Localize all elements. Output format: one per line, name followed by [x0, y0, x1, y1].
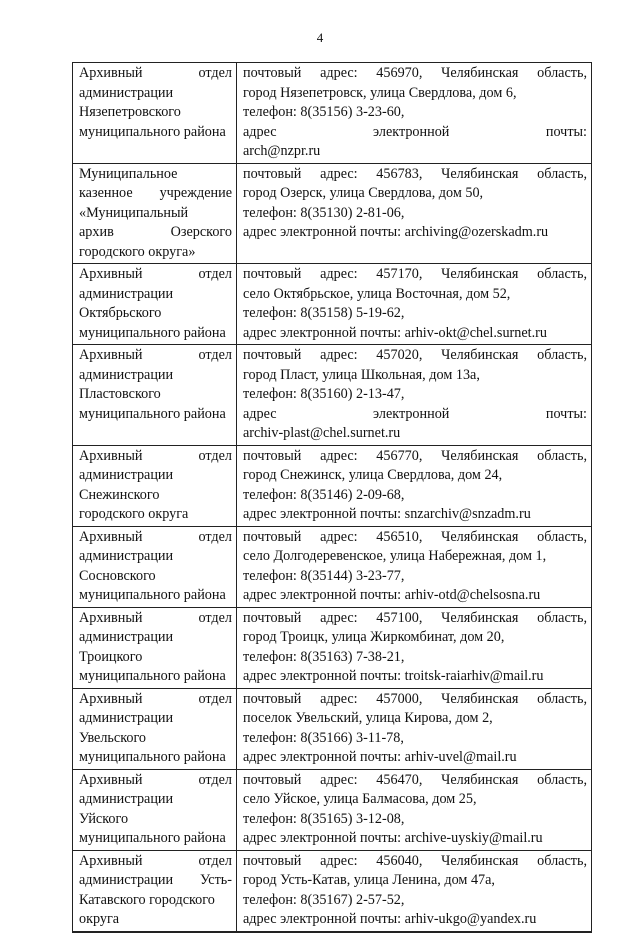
organization-word: администрации — [79, 285, 174, 302]
contact-text: адрес: — [320, 852, 358, 869]
organization-line — [79, 790, 232, 810]
contact-line — [243, 810, 587, 830]
contact-text: адрес электронной почты: arhiv-okt@chel.surnet.ru — [243, 324, 547, 341]
organization-line — [79, 609, 232, 629]
organization-word: Троицкого — [79, 648, 143, 665]
organization-word: Архивный — [79, 690, 143, 707]
contact-line — [243, 265, 587, 285]
table-row — [73, 526, 591, 607]
organization-line — [79, 447, 232, 467]
organization-word: отдел — [198, 347, 232, 363]
contact-cell — [237, 264, 591, 344]
table-row — [73, 63, 591, 163]
organization-word: Архивный — [79, 852, 143, 869]
contact-text: телефон: 8(35160) 2-13-47, — [243, 386, 405, 402]
organization-line — [79, 528, 232, 548]
organization-word: Пластовского — [79, 386, 161, 402]
contact-text: адрес: — [320, 609, 358, 626]
organization-word: администрации — [79, 710, 174, 726]
contact-text: телефон: 8(35163) 7-38-21, — [243, 648, 405, 665]
contact-text: почтовый — [243, 165, 302, 182]
contact-line — [243, 748, 587, 768]
organization-word: Озерского — [170, 224, 232, 240]
organization-cell — [73, 264, 237, 344]
organization-word: муниципального района — [79, 587, 226, 603]
organization-cell — [73, 527, 237, 607]
organization-cell — [73, 689, 237, 769]
contact-text: адрес: — [320, 165, 358, 182]
contact-text: адрес — [243, 405, 277, 422]
archive-directory-table — [72, 62, 592, 933]
organization-word: Архивный — [79, 347, 143, 363]
organization-word: Увельского — [79, 729, 147, 746]
organization-word: «Муниципальный — [79, 204, 189, 221]
contact-text: почтовый — [243, 690, 302, 707]
contact-text: 457100, — [376, 609, 423, 626]
contact-text: телефон: 8(35156) 3-23-60, — [243, 104, 405, 120]
contact-text: поселок Увельский, улица Кирова, дом 2, — [243, 710, 493, 726]
organization-word: администрации — [79, 629, 174, 645]
organization-line — [79, 586, 232, 606]
organization-word: казенное — [79, 185, 133, 201]
organization-line — [79, 667, 232, 687]
organization-word: Архивный — [79, 528, 143, 545]
contact-text: 457020, — [376, 347, 423, 363]
table-row — [73, 850, 591, 931]
contact-line — [243, 424, 587, 444]
organization-word: отдел — [198, 447, 232, 464]
organization-line — [79, 184, 232, 204]
organization-word: отдел — [198, 65, 232, 81]
organization-word: администрации — [79, 791, 174, 807]
organization-line — [79, 690, 232, 710]
contact-text: Челябинская — [441, 690, 519, 707]
contact-line — [243, 304, 587, 324]
contact-text: город Озерск, улица Свердлова, дом 50, — [243, 185, 484, 201]
contact-line — [243, 64, 587, 84]
contact-cell — [237, 608, 591, 688]
contact-line — [243, 466, 587, 486]
organization-line — [79, 84, 232, 104]
contact-line — [243, 324, 587, 344]
contact-text: область, — [537, 528, 587, 545]
contact-line — [243, 385, 587, 405]
organization-word: учреждение — [159, 185, 232, 201]
contact-line — [243, 567, 587, 587]
organization-word: муниципального района — [79, 123, 226, 140]
contact-line — [243, 366, 587, 386]
contact-text: 456970, — [376, 65, 423, 81]
organization-line — [79, 547, 232, 567]
organization-line — [79, 204, 232, 224]
contact-text: область, — [537, 65, 587, 81]
contact-line — [243, 586, 587, 606]
contact-line — [243, 486, 587, 506]
contact-text: телефон: 8(35146) 2-09-68, — [243, 486, 405, 503]
organization-word: Усть- — [199, 872, 232, 888]
contact-text: адрес: — [320, 266, 358, 282]
contact-line — [243, 771, 587, 791]
organization-line — [79, 628, 232, 648]
contact-line — [243, 223, 587, 243]
contact-text: телефон: 8(35130) 2-81-06, — [243, 204, 405, 221]
contact-text: Челябинская — [441, 266, 519, 282]
contact-text: адрес электронной почты: arhiv-ukgo@yandex.ru — [243, 911, 537, 927]
contact-line — [243, 405, 587, 425]
contact-text: область, — [537, 165, 587, 182]
contact-cell — [237, 345, 591, 445]
organization-line — [79, 648, 232, 668]
organization-line — [79, 304, 232, 324]
contact-text: 456040, — [376, 852, 423, 869]
organization-line — [79, 265, 232, 285]
contact-text: адрес электронной почты: snzarchiv@snzadm.ru — [243, 506, 531, 522]
organization-word: муниципального района — [79, 830, 226, 846]
organization-line — [79, 829, 232, 849]
organization-line — [79, 324, 232, 344]
contact-line — [243, 447, 587, 467]
organization-line — [79, 385, 232, 405]
organization-word: Архивный — [79, 447, 143, 464]
organization-cell — [73, 770, 237, 850]
contact-line — [243, 871, 587, 891]
table-row — [73, 607, 591, 688]
contact-text: село Уйское, улица Балмасова, дом 25, — [243, 791, 477, 807]
organization-word: городского округа» — [79, 243, 196, 260]
organization-word: Архивный — [79, 266, 143, 282]
contact-text: область, — [537, 347, 587, 363]
table-row — [73, 263, 591, 344]
contact-text: почтовый — [243, 609, 302, 626]
contact-text: почтовый — [243, 266, 302, 282]
contact-text: почты: — [545, 405, 587, 422]
contact-line — [243, 123, 587, 143]
organization-word: Октябрьского — [79, 305, 162, 321]
organization-word: округа — [79, 911, 120, 927]
organization-word: муниципального района — [79, 324, 226, 341]
contact-text: адрес электронной почты: archiving@ozerskadm.ru — [243, 224, 549, 240]
organization-word: Сосновского — [79, 567, 156, 584]
contact-text: область, — [537, 609, 587, 626]
contact-text: 457000, — [376, 690, 423, 707]
contact-line — [243, 346, 587, 366]
contact-text: arch@nzpr.ru — [243, 143, 321, 159]
organization-word: архив — [79, 224, 114, 240]
contact-text: город Пласт, улица Школьная, дом 13а, — [243, 366, 480, 383]
organization-word: городского округа — [79, 506, 189, 522]
contact-cell — [237, 527, 591, 607]
organization-line — [79, 709, 232, 729]
organization-cell — [73, 164, 237, 264]
contact-text: адрес: — [320, 528, 358, 545]
organization-line — [79, 64, 232, 84]
contact-line — [243, 547, 587, 567]
contact-text: адрес: — [320, 347, 358, 363]
contact-cell — [237, 770, 591, 850]
organization-line — [79, 891, 232, 911]
contact-text: адрес: — [320, 771, 358, 788]
contact-line — [243, 790, 587, 810]
organization-word: администрации — [79, 467, 174, 483]
contact-cell — [237, 851, 591, 931]
contact-text: Челябинская — [441, 65, 519, 81]
organization-line — [79, 405, 232, 425]
contact-line — [243, 910, 587, 930]
organization-word: Муниципальное — [79, 165, 178, 182]
contact-line — [243, 829, 587, 849]
contact-cell — [237, 63, 591, 163]
contact-cell — [237, 446, 591, 526]
contact-text: 456510, — [376, 528, 423, 545]
contact-text: почтовый — [243, 528, 302, 545]
contact-cell — [237, 164, 591, 264]
organization-word: отдел — [198, 771, 232, 788]
organization-word: отдел — [198, 609, 232, 626]
organization-word: администрации — [79, 366, 174, 383]
contact-text: адрес электронной почты: troitsk-raiarhiv@mail.ru — [243, 668, 544, 684]
organization-word: муниципального района — [79, 749, 226, 765]
contact-text: область, — [537, 771, 587, 788]
contact-text: почтовый — [243, 65, 302, 81]
contact-text: город Усть-Катав, улица Ленина, дом 47а, — [243, 872, 495, 888]
contact-line — [243, 667, 587, 687]
contact-line — [243, 505, 587, 525]
organization-line — [79, 123, 232, 143]
contact-text: 457170, — [376, 266, 423, 282]
contact-line — [243, 648, 587, 668]
contact-line — [243, 165, 587, 185]
contact-text: телефон: 8(35144) 3-23-77, — [243, 567, 405, 584]
organization-line — [79, 567, 232, 587]
organization-word: Архивный — [79, 65, 143, 81]
contact-line — [243, 84, 587, 104]
contact-line — [243, 142, 587, 162]
contact-text: Челябинская — [441, 609, 519, 626]
contact-text: адрес: — [320, 65, 358, 81]
contact-text: область, — [537, 266, 587, 282]
contact-cell — [237, 689, 591, 769]
organization-cell — [73, 345, 237, 445]
contact-text: почтовый — [243, 852, 302, 869]
contact-line — [243, 690, 587, 710]
contact-line — [243, 204, 587, 224]
organization-word: отдел — [198, 690, 232, 707]
organization-line — [79, 771, 232, 791]
organization-line — [79, 810, 232, 830]
table-row — [73, 344, 591, 445]
contact-text: область, — [537, 852, 587, 869]
contact-text: почтовый — [243, 447, 302, 464]
page-number: 4 — [316, 30, 324, 45]
contact-text: archiv-plast@chel.surnet.ru — [243, 425, 401, 441]
contact-text: город Снежинск, улица Свердлова, дом 24, — [243, 467, 503, 483]
contact-text: телефон: 8(35158) 5-19-62, — [243, 305, 405, 321]
organization-cell — [73, 851, 237, 931]
organization-line — [79, 748, 232, 768]
contact-text: адрес электронной почты: arhiv-otd@chelsosna.ru — [243, 587, 541, 603]
table-row — [73, 445, 591, 526]
contact-line — [243, 609, 587, 629]
contact-text: 456470, — [376, 771, 423, 788]
organization-line — [79, 366, 232, 386]
contact-line — [243, 852, 587, 872]
organization-line — [79, 243, 232, 263]
organization-word: отдел — [198, 266, 232, 282]
contact-text: адрес: — [320, 447, 358, 464]
organization-cell — [73, 608, 237, 688]
organization-word: администрации — [79, 872, 174, 888]
organization-word: отдел — [198, 852, 232, 869]
contact-text: село Октябрьское, улица Восточная, дом 52, — [243, 285, 511, 302]
organization-cell — [73, 63, 237, 163]
contact-line — [243, 729, 587, 749]
contact-text: адрес электронной почты: arhiv-uvel@mail.ru — [243, 749, 517, 765]
organization-word: Снежинского — [79, 486, 160, 503]
organization-line — [79, 165, 232, 185]
contact-text: город Нязепетровск, улица Свердлова, дом 6, — [243, 84, 517, 101]
organization-word: администрации — [79, 84, 174, 101]
organization-line — [79, 285, 232, 305]
contact-text: область, — [537, 690, 587, 707]
organization-line — [79, 486, 232, 506]
organization-word: Катавского городского — [79, 891, 215, 908]
contact-line — [243, 628, 587, 648]
contact-line — [243, 103, 587, 123]
contact-line — [243, 528, 587, 548]
organization-line — [79, 466, 232, 486]
organization-word: Архивный — [79, 771, 143, 788]
organization-word: Архивный — [79, 609, 143, 626]
organization-cell — [73, 446, 237, 526]
contact-text: Челябинская — [441, 528, 519, 545]
organization-word: администрации — [79, 548, 174, 564]
organization-line — [79, 729, 232, 749]
contact-text: село Долгодеревенское, улица Набережная, дом 1, — [243, 548, 547, 564]
contact-text: Челябинская — [441, 165, 519, 182]
contact-text: 456770, — [376, 447, 423, 464]
organization-line — [79, 871, 232, 891]
contact-text: почты: — [545, 123, 587, 140]
table-row — [73, 769, 591, 850]
organization-word: Нязепетровского — [79, 104, 181, 120]
organization-word: муниципального района — [79, 668, 226, 684]
table-row — [73, 688, 591, 769]
contact-text: адрес: — [320, 690, 358, 707]
contact-line — [243, 891, 587, 911]
table-row — [73, 163, 591, 264]
contact-text: телефон: 8(35166) 3-11-78, — [243, 729, 404, 746]
organization-line — [79, 910, 232, 930]
contact-text: область, — [537, 447, 587, 464]
contact-text: адрес электронной почты: archive-uyskiy@mail.ru — [243, 830, 543, 846]
organization-line — [79, 852, 232, 872]
contact-line — [243, 709, 587, 729]
contact-text: телефон: 8(35165) 3-12-08, — [243, 810, 405, 827]
contact-text: Челябинская — [441, 347, 519, 363]
contact-text: Челябинская — [441, 771, 519, 788]
contact-text: адрес — [243, 123, 277, 140]
contact-text: 456783, — [376, 165, 423, 182]
organization-word: муниципального района — [79, 405, 226, 422]
contact-line — [243, 184, 587, 204]
organization-word: Уйского — [79, 810, 129, 827]
organization-line — [79, 103, 232, 123]
organization-line — [79, 505, 232, 525]
organization-line — [79, 346, 232, 366]
contact-text: электронной — [373, 405, 450, 422]
organization-line — [79, 223, 232, 243]
contact-text: Челябинская — [441, 852, 519, 869]
contact-text: почтовый — [243, 347, 302, 363]
contact-text: город Троицк, улица Жиркомбинат, дом 20, — [243, 629, 505, 645]
contact-text: телефон: 8(35167) 2-57-52, — [243, 891, 405, 908]
contact-text: почтовый — [243, 771, 302, 788]
contact-text: Челябинская — [441, 447, 519, 464]
organization-word: отдел — [198, 528, 232, 545]
contact-text: электронной — [373, 123, 450, 140]
contact-line — [243, 285, 587, 305]
